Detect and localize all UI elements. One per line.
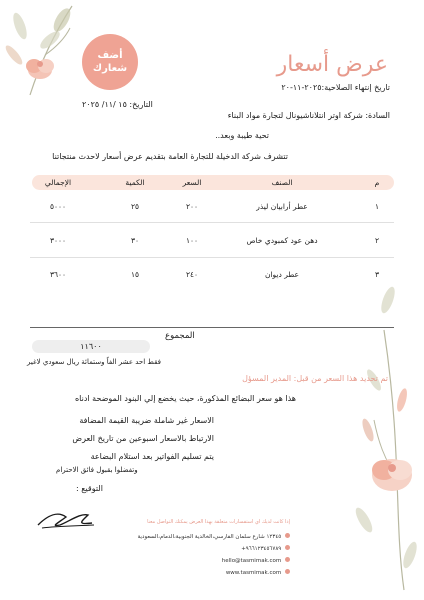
expiry-date: تاريخ إنتهاء الصلاحية:٢٠٢٥-١١-٢٠ [281, 83, 390, 92]
sum-label: المجموع [165, 331, 195, 341]
website-text: www.tasmimak.com [225, 570, 282, 576]
header-total: الإجمالي [44, 178, 72, 187]
row-total: ٣٦٠٠ [49, 270, 67, 279]
price-set-by: تم تحديد هذا السعر من قبل: المدير المسؤل [242, 374, 388, 383]
floral-decoration-bottom-right-icon [344, 270, 424, 600]
signature-scribble-icon [36, 505, 96, 531]
row-price: ١٠٠ [185, 236, 199, 245]
recipient: السادة: شركة اوتر انتلاناشيونال لتجارة مواد البناء [227, 111, 390, 120]
logo-placeholder[interactable] [82, 34, 138, 90]
table-row [32, 199, 394, 217]
row-qty: ٢٥ [130, 202, 140, 211]
row-total: ٣٠٠٠ [49, 236, 67, 245]
logo-line-1: أضف [97, 50, 123, 61]
row-price: ٢٠٠ [185, 202, 199, 211]
term-line: يتم تسليم الفواتير بعد استلام البضاعة [90, 452, 214, 461]
logo-line-2: شعارك [92, 63, 128, 74]
signature-label: التوقيع : [76, 484, 103, 493]
address-text: ١٢٣٤٥ شارع سلمان الفارسي،الخالدية الجنوبية،الدمام،السعودية [137, 534, 282, 540]
quote-date: التاريخ: ١٥ /١١/ ٢٠٢٥ [82, 100, 153, 109]
email-icon [285, 557, 290, 562]
header-item: الصنف [271, 178, 293, 187]
row-divider [30, 222, 394, 223]
location-icon [285, 533, 290, 538]
term-line: الارتباط بالاسعار اسبوعين من تاريخ العرض [72, 434, 214, 443]
phone-text: +٩٦٦١٢٣٤٥٦٧٨٩ [241, 546, 282, 552]
header-price: السعر [182, 178, 202, 187]
row-num: ٢ [374, 236, 380, 245]
footer-email[interactable] [222, 557, 290, 564]
table-header [32, 175, 394, 190]
floral-decoration-top-left-icon [0, 0, 90, 110]
row-num: ١ [374, 202, 380, 211]
email-text: hello@tasmimak.com [221, 558, 282, 564]
globe-icon [285, 569, 290, 574]
footer-phone [241, 545, 290, 552]
row-item: عطر أرابيان ليذر [256, 202, 308, 211]
page-title: عرض أسعار [276, 52, 388, 77]
footer-website[interactable] [226, 569, 290, 576]
row-qty: ٣٠ [130, 236, 140, 245]
header-num: م [374, 178, 380, 187]
row-item: دهن عود كمبودي خاص [246, 236, 318, 245]
term-line: هذا هو سعر البضائع المذكورة، حيث يخضع إلي البنود الموضحة ادناه [74, 394, 296, 403]
footer-address [138, 533, 290, 540]
acceptance-text: وتفضلوا بقبول فائق الاحترام [56, 466, 138, 474]
row-divider [30, 257, 394, 258]
sum-in-words: فقط احد عشر الفاً وستمائة ريال سعودي لاغير [27, 358, 161, 366]
header-qty: الكمية [125, 178, 145, 187]
term-line: الاسعار غير شاملة ضريبة القيمة المضافة [79, 416, 214, 425]
table-row [32, 233, 394, 251]
row-qty: ١٥ [130, 270, 140, 279]
row-price: ٢٤٠ [185, 270, 199, 279]
row-num: ٣ [374, 270, 380, 279]
table-row [32, 267, 394, 285]
row-item: عطر ديوان [264, 270, 300, 279]
sum-value: ١١٦٠٠ [32, 340, 150, 353]
phone-icon [285, 545, 290, 550]
footer-note: إذا كانت لديك اي استفسارات متعلقة بهذا العرض يمكنك التواصل معنا [147, 519, 290, 525]
sum-divider [30, 327, 394, 328]
intro-text: تتشرف شركة الدخيلة للتجارة العامة بتقديم عرض أسعار لاحدث منتجاتنا [52, 152, 288, 161]
row-total: ٥٠٠٠ [49, 202, 67, 211]
greeting: تحية طيبة وبعد.. [215, 131, 269, 140]
